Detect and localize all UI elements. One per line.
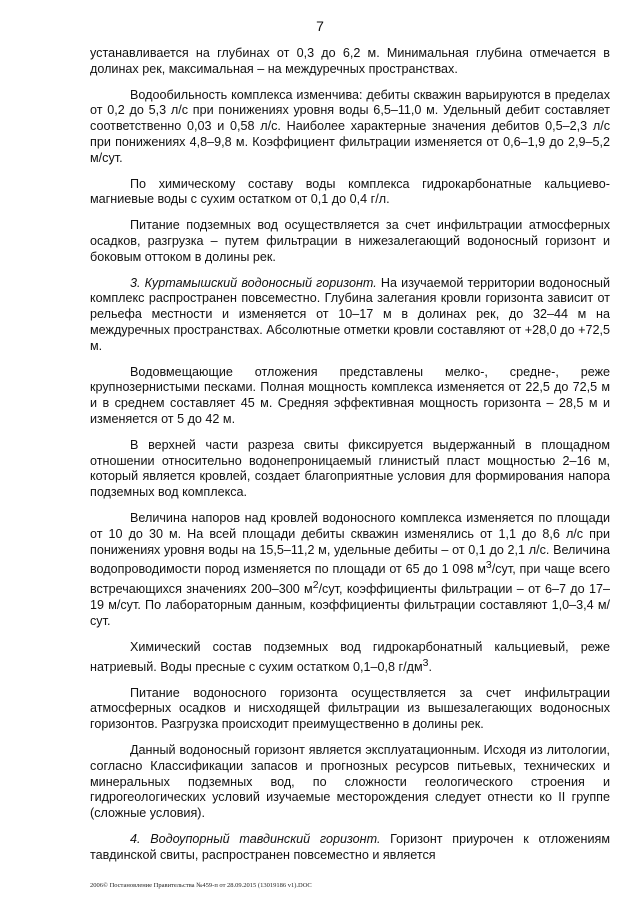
section-heading-text: 3. Куртамышский водоносный горизонт. [130,275,377,290]
paragraph [90,640,610,676]
paragraph [90,177,610,209]
page-footer: 2006© Постановление Правительства №459-п от 28.09.2015 (13019186 v1).DOC [90,882,312,889]
paragraph [90,686,610,733]
paragraph-text: Питание подземных вод осуществляется за счет инфильтрации атмосферных осадков, разгрузка – путем фильтрации в нижезалегающий водоносный горизонт и боковым оттоком в долины рек. [90,218,610,264]
paragraph-text: Величина напоров над кровлей водоносного комплекса изменяется по площади от 10 до 30 м. На всей площади дебиты скважин изменялись от 1,1 до 8,6 л/с при понижениях уровня воды на 15,5–11,2 м, удельные дебиты – от 0,1 до 2,1 л/с. Величина водопроводимости пород изменяется по площади от 65 до 1 098 м [90,510,610,577]
paragraph [90,218,610,265]
superscript: 2 [312,579,319,592]
document-body [90,46,610,874]
superscript: 3 [485,559,492,572]
paragraph [90,88,610,167]
section-heading-text: 4. Водоупорный тавдинский горизонт. [130,832,381,847]
superscript: 3 [422,656,429,669]
paragraph [90,832,610,864]
paragraph-text: В верхней части разреза свиты фиксируется выдержанный в площадном отношении относительно водонепроницаемый глинистый пласт мощностью 2–16 м, который является кровлей, создает благоприятные условия для формирования напора подземных вод комплекса. [90,437,610,500]
page-number: 7 [316,18,324,34]
paragraph-text: Питание водоносного горизонта осуществляется за счет инфильтрации атмосферных осадков и нисходящей фильтрации из вышезалегающих водоносных горизонтов. Разгрузка происходит преимущественно в долины рек. [90,685,610,732]
paragraph-text: Данный водоносный горизонт является эксплуатационным. Исходя из литологии, согласно Классификации запасов и прогнозных ресурсов питьевых, технических и минеральных подземных вод, по сложности геологического строения и гидрогеологических условий изучаемые месторождения следует отнести ко II группе (сложные условия). [90,743,610,821]
paragraph-text: /сут, коэффициенты фильтрации – от 6–7 до 17–19 м/сут. По лабораторным данным, коэффициенты фильтрации составляют 1,0–3,4 м/сут. [90,582,611,629]
paragraph [90,365,610,428]
paragraph-text: Горизонт приурочен к отложениям тавдинской свиты, распространен повсеместно и является [90,832,610,862]
paragraph [90,276,610,355]
paragraph-text: По химическому составу воды комплекса гидрокарбонатные кальциево-магниевые воды с сухим остатком от 0,1 до 0,4 г/л. [90,176,610,207]
paragraph [90,743,610,822]
paragraph-text: Химический состав подземных вод гидрокарбонатный кальциевый, реже натриевый. Воды пресные с сухим остатком 0,1–0,8 г/дм [90,639,610,674]
paragraph [90,46,610,78]
paragraph-text: Водовмещающие отложения представлены мелко-, средне-, реже крупнозернистыми песками. Полная мощность комплекса изменяется от 22,5 до 72,5 м и в среднем составляет 45 м. Средняя эффективная мощность горизонта – 28,5 м и изменяется от 5 до 42 м. [90,364,610,426]
paragraph-text: . [428,659,433,674]
paragraph-text: Водообильность комплекса изменчива: дебиты скважин варьируются в пределах от 0,2 до 5,3 л/с при понижениях уровня воды 6,5–11,0 м. Удельный дебит составляет соответственно 0,03 и 0,58 л/с. Наиболее характерные значения дебитов 0,5–2,3 л/с при понижениях 4,8–9,8 м. Коэффициент фильтрации изменяется от 0,6–1,9 до 2,9–5,2 м/сут. [90,87,610,165]
paragraph-text: /сут, при чаще всего встречающихся значениях 200–300 м [90,562,610,597]
paragraph [90,511,610,630]
paragraph-text: устанавливается на глубинах от 0,3 до 6,2 м. Минимальная глубина отмечается в долинах рек, максимальная – на междуречных пространствах. [90,46,610,76]
paragraph [90,438,610,501]
paragraph-text: На изучаемой территории водоносный комплекс распространен повсеместно. Глубина залегания кровли горизонта зависит от рельефа местности и изменяется от 10–17 м в долинах рек, до 32–44 м на междуречных пространствах. Абсолютные отметки кровли составляют от +28,0 до +72,5 м. [90,275,610,353]
